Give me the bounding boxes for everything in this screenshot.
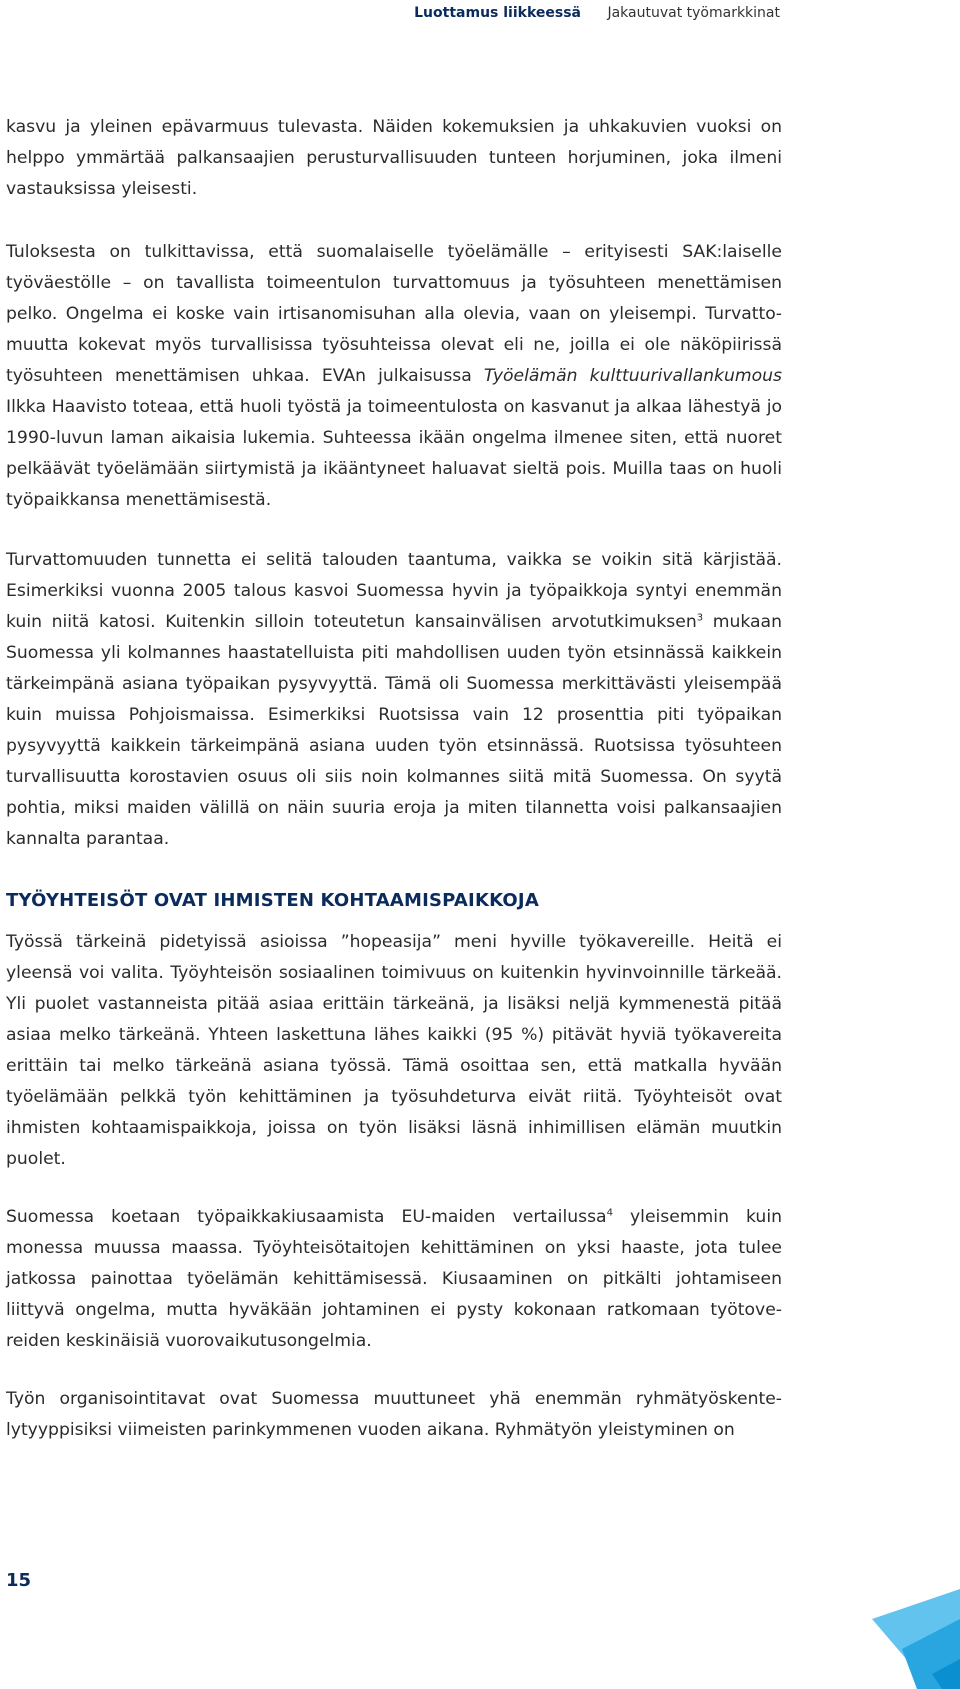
corner-decoration-shape [872,1589,960,1689]
publication-title: Työelämän kulttuurivallankumous [483,366,782,386]
header-section-active: Luottamus liikkeessä [414,5,581,21]
paragraph-2-text-a: Tuloksesta on tulkittavissa, että suomalaiselle työelämälle – erityisesti SAK:laiselle työväestölle – on tavallista toimeentulon turvattomuus ja työsuhteen menettämisen pelko. Ongelma ei koske vain irtisanomisuhan alla olevia, vaan on yleisempi. Turvattomuutta kokevat myös turvallisissa työsuhteissa olevat eli ne, joilla ei ole näköpiirissä työsuhteen menettämisen uhkaa. EVAn julkaisussa [6,242,782,386]
running-header [414,5,780,21]
page-number: 15 [6,1570,32,1591]
body-text [6,112,782,1473]
paragraph-3-text-a: Turvattomuuden tunnetta ei selitä talouden taantuma, vaikka se voikin sitä kärjistää. Esimerkiksi vuonna 2005 talous kasvoi Suomessa hyvin ja työpaikkoja syntyi enemmän kuin niitä katosi. Kuitenkin silloin toteutetun kansainvälisen arvotutkimuksen [6,550,782,632]
paragraph-4: Työssä tärkeinä pidetyissä asioissa ”hopeasija” meni hyville työkavereille. Heitä ei yleensä voi valita. Työyhteisön sosiaalinen toimivuus on kuitenkin hyvinvoinnille tärkeää. Yli puolet vastanneista pitää asiaa erittäin tärkeänä, ja lisäksi neljä kymmenestä pitää asiaa melko tärkeänä. Yhteen laskettuna lähes kaikki (95 %) pitävät hyviä työkavereita erittäin tai melko tärkeänä asiana työssä. Tämä osoittaa sen, että matkalla hyvään työelämään pelkkä työn kehittäminen ja työsuhdeturva eivät riitä. Työyhteisöt ovat ihmisten kohtaamispaikkoja, joissa on työn lisäksi läsnä inhimillisen elämän muutkin puolet. [6,932,782,1169]
footnote-ref-4: 4 [606,1207,613,1219]
paragraph-1: kasvu ja yleinen epävarmuus tulevasta. Näiden kokemuksien ja uhkakuvien vuoksi on helppo ymmärtää palkansaajien perusturvallisuuden tunteen horjuminen, joka ilmeni vastauksissa yleisesti. [6,117,782,199]
paragraph-6: Työn organisointitavat ovat Suomessa muuttuneet yhä enemmän ryhmätyöskentelytyyppisiksi viimeisten parinkymmenen vuoden aikana. Ryhmätyön yleistyminen on [6,1389,782,1440]
paragraph-2-text-b: Ilkka Haavisto toteaa, että huoli työstä ja toimeentulosta on kasvanut ja alkaa lähestyä jo 1990-luvun laman aikaisia lukemia. Suhteessa ikään ongelma ilmenee siten, että nuoret pelkäävät työelämään siirtymistä ja ikääntyneet haluavat sieltä pois. Muilla taas on huoli työpaikkansa menettämisestä. [6,397,782,510]
paragraph-5-text-a: Suomessa koetaan työpaikkakiusaamista EU-maiden vertailussa [6,1207,607,1227]
paragraph-5-text-b: yleisemmin kuin monessa muussa maassa. Työyhteisötaitojen kehittäminen on yksi haaste, jota tulee jatkossa painottaa työelämän kehittämisessä. Kiusaaminen on pitkälti johtamiseen liittyvä ongelma, mutta hyväkään johtaminen ei pysty kokonaan ratkomaan työtovereiden keskinäisiä vuorovaikutusongelmia. [6,1207,782,1351]
section-heading: TYÖYHTEISÖT OVAT IHMISTEN KOHTAAMISPAIKKOJA [6,890,539,911]
paragraph-3-text-b: mukaan Suomessa yli kolmannes haastatelluista piti mahdollisen uuden työn etsinnässä kaikkein tärkeimpänä asiana työpaikan pysyvyyttä. Tämä oli Suomessa merkittävästi yleisempää kuin muissa Pohjoismaissa. Esimerkiksi Ruotsissa vain 12 prosenttia piti työpaikan pysyvyyttä kaikkein tärkeimpänä asiana uuden työn etsinnässä. Ruotsissa työsuhteen turvallisuutta korostavien osuus oli siis noin kolmannes siitä mitä Suomessa. On syytä pohtia, miksi maiden välillä on näin suuria eroja ja miten tilannetta voisi palkansaajien kannalta parantaa. [6,612,782,849]
paragraph-2 [6,237,782,516]
paragraph-3 [6,545,782,855]
paragraph-5 [6,1202,782,1357]
header-section-other: Jakautuvat työmarkkinat [607,5,780,21]
footnote-ref-3: 3 [696,612,704,624]
